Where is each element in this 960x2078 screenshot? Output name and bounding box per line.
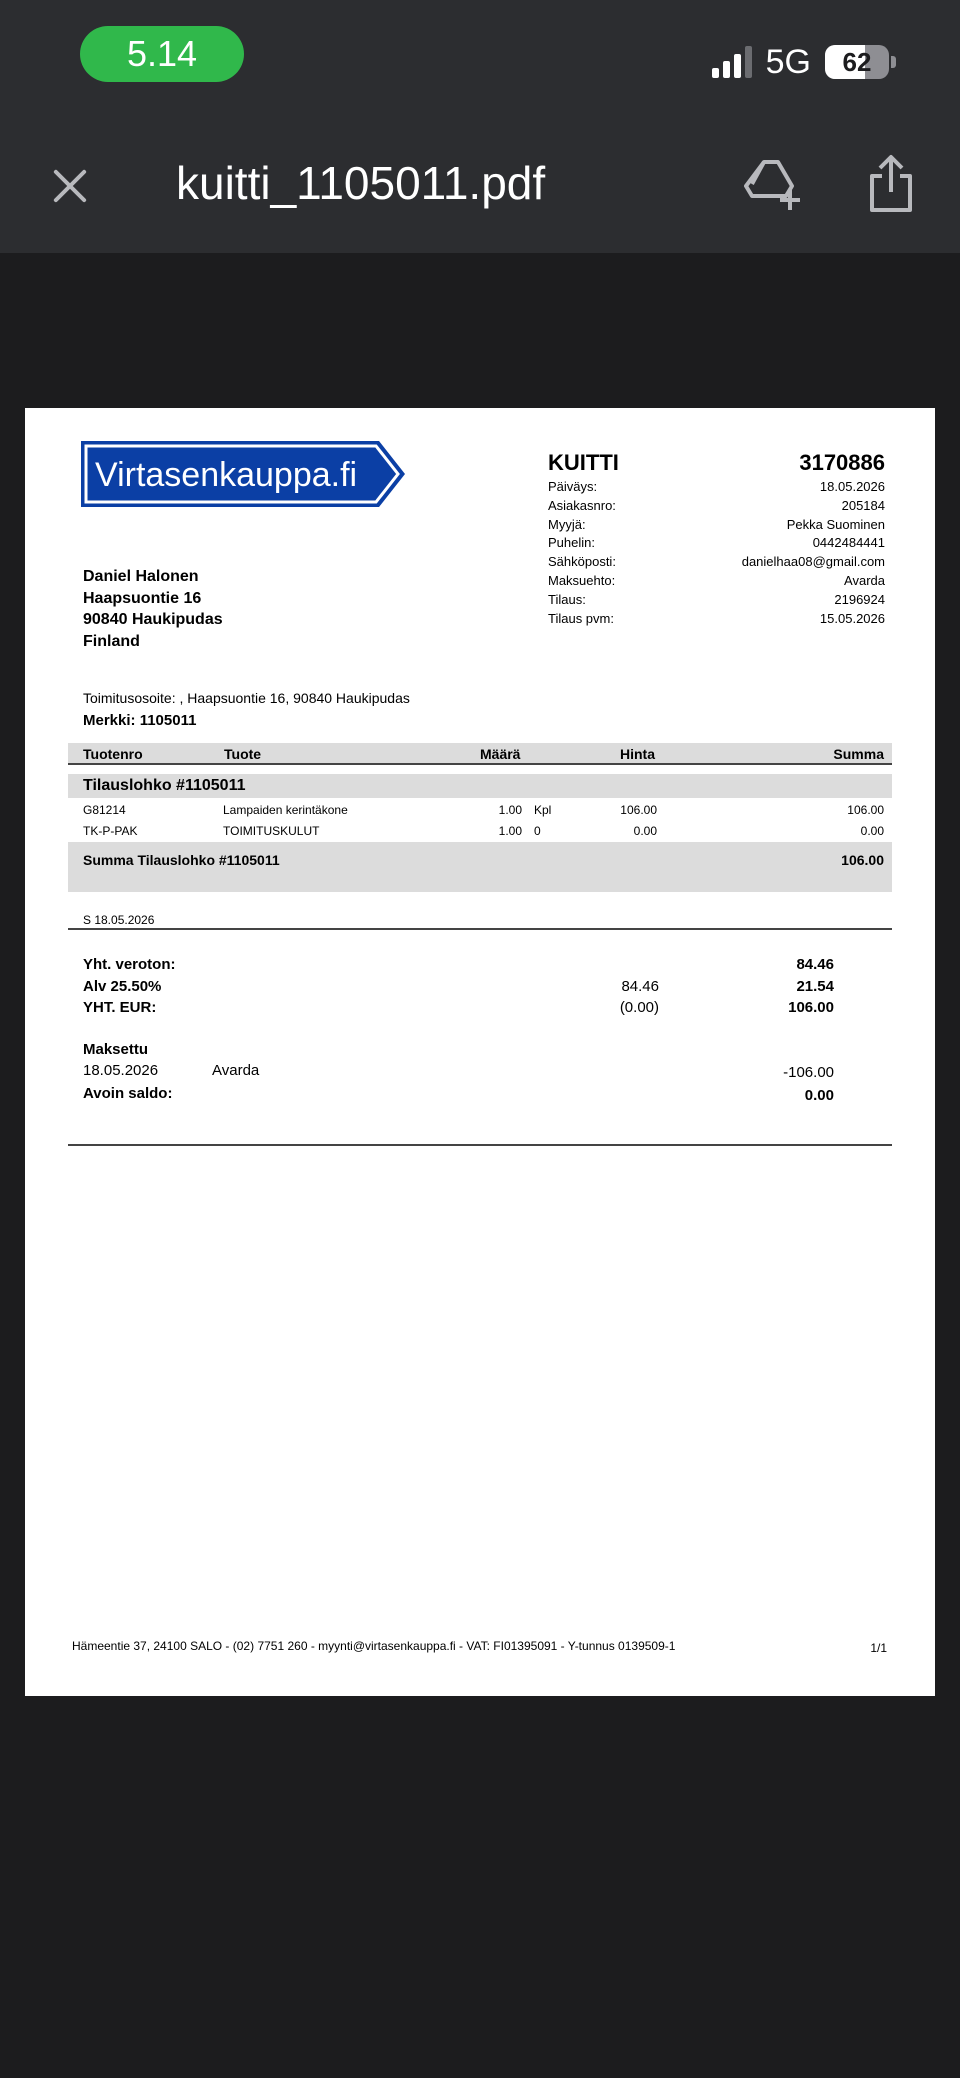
veroton-value: 84.46	[796, 956, 834, 973]
network-type: 5G	[765, 42, 811, 81]
virtasenkauppa-logo	[81, 441, 405, 507]
detail-label: Myyjä:	[548, 516, 586, 532]
add-to-drive-icon[interactable]	[744, 154, 804, 214]
payment-label: Maksettu	[83, 1041, 149, 1058]
s-date: S 18.05.2026	[83, 913, 155, 927]
detail-label: Asiakasnro:	[548, 497, 616, 513]
order-mark: Merkki: 1105011	[83, 712, 197, 729]
divider	[68, 928, 892, 930]
address-line: Finland	[83, 632, 140, 650]
detail-value: 0442484441	[812, 535, 885, 551]
detail-label: Puhelin:	[548, 535, 595, 551]
detail-label: Tilaus:	[548, 591, 586, 607]
receipt-detail-row	[548, 516, 885, 535]
detail-value: 18.05.2026	[819, 479, 885, 494]
battery-percentage: 62	[842, 47, 872, 77]
alv-base: 84.46	[621, 978, 659, 995]
balance-label: Avoin saldo:	[83, 1085, 173, 1102]
customer-address	[83, 566, 223, 652]
detail-value: 15.05.2026	[819, 610, 885, 626]
table-row: G81214 Lampaiden kerintäkone 1.00 Kpl 106.00 106.00	[83, 803, 884, 817]
col-price: Hinta	[620, 746, 655, 762]
company-footer: Hämeentie 37, 24100 SALO - (02) 7751 260 - myynti@virtasenkauppa.fi - VAT: FI01395091 - Y-tunnus 0139509-1	[72, 1639, 676, 1653]
balance-value: 0.00	[804, 1087, 834, 1104]
table-header	[68, 743, 892, 765]
battery-tip	[891, 56, 896, 68]
detail-label: Sähköposti:	[548, 554, 616, 570]
signal-icon	[712, 46, 752, 78]
detail-label: Päiväys:	[548, 479, 598, 494]
divider	[68, 1144, 892, 1146]
payment-amount: -106.00	[783, 1064, 834, 1081]
close-icon[interactable]	[44, 160, 94, 210]
detail-value: Avarda	[844, 572, 885, 588]
detail-value: Pekka Suominen	[786, 516, 885, 532]
pdf-page[interactable]	[25, 408, 935, 1696]
detail-value: 2196924	[834, 591, 885, 607]
address-line: Haapsuontie 16	[83, 589, 202, 607]
payment-method: Avarda	[212, 1062, 260, 1079]
total-eur-label: YHT. EUR:	[83, 999, 157, 1016]
total-eur-value: 106.00	[788, 999, 834, 1016]
col-sum: Summa	[833, 746, 884, 762]
receipt-detail-row	[548, 572, 885, 591]
address-line: 90840 Haukipudas	[83, 611, 223, 628]
address-line: Daniel Halonen	[83, 568, 199, 585]
page-number: 1/1	[870, 1641, 887, 1655]
pdf-viewer-header	[0, 0, 960, 253]
col-qty: Määrä	[480, 746, 521, 762]
order-block-sum: Summa Tilauslohko #1105011 106.00	[68, 842, 892, 892]
receipt-detail-row	[548, 534, 885, 553]
detail-label: Tilaus pvm:	[548, 610, 614, 626]
table-row: TK-P-PAK TOIMITUSKULUT 1.00 0 0.00 0.00	[83, 824, 884, 838]
status-indicators	[712, 40, 896, 84]
receipt-detail-row	[548, 478, 885, 497]
document-title: kuitti_1105011.pdf	[176, 157, 546, 209]
payment-date: 18.05.2026	[83, 1062, 159, 1079]
detail-value: danielhaa08@gmail.com	[741, 554, 885, 570]
receipt-detail-row	[548, 610, 885, 629]
receipt-title: KUITTI	[548, 450, 619, 475]
col-product: Tuote	[224, 746, 262, 762]
receipt-number: 3170886	[799, 450, 885, 475]
order-block-title: Tilauslohko #1105011	[68, 774, 892, 798]
total-eur-extra: (0.00)	[619, 999, 659, 1016]
status-time: 5.14	[80, 26, 244, 82]
detail-label: Maksuehto:	[548, 572, 616, 588]
detail-value: 205184	[841, 497, 885, 513]
receipt-info	[548, 450, 885, 628]
receipt-detail-row	[548, 553, 885, 572]
receipt-detail-row	[548, 497, 885, 516]
alv-value: 21.54	[796, 978, 834, 995]
veroton-label: Yht. veroton:	[83, 956, 176, 973]
receipt-detail-row	[548, 591, 885, 610]
svg-text:Virtasenkauppa.fi: Virtasenkauppa.fi	[95, 456, 358, 494]
share-icon[interactable]	[866, 154, 916, 214]
delivery-address: Toimitusosoite: , Haapsuontie 16, 90840 Haukipudas	[83, 690, 410, 706]
col-code: Tuotenro	[83, 746, 143, 762]
alv-label: Alv 25.50%	[83, 978, 162, 995]
battery-icon	[825, 45, 889, 79]
